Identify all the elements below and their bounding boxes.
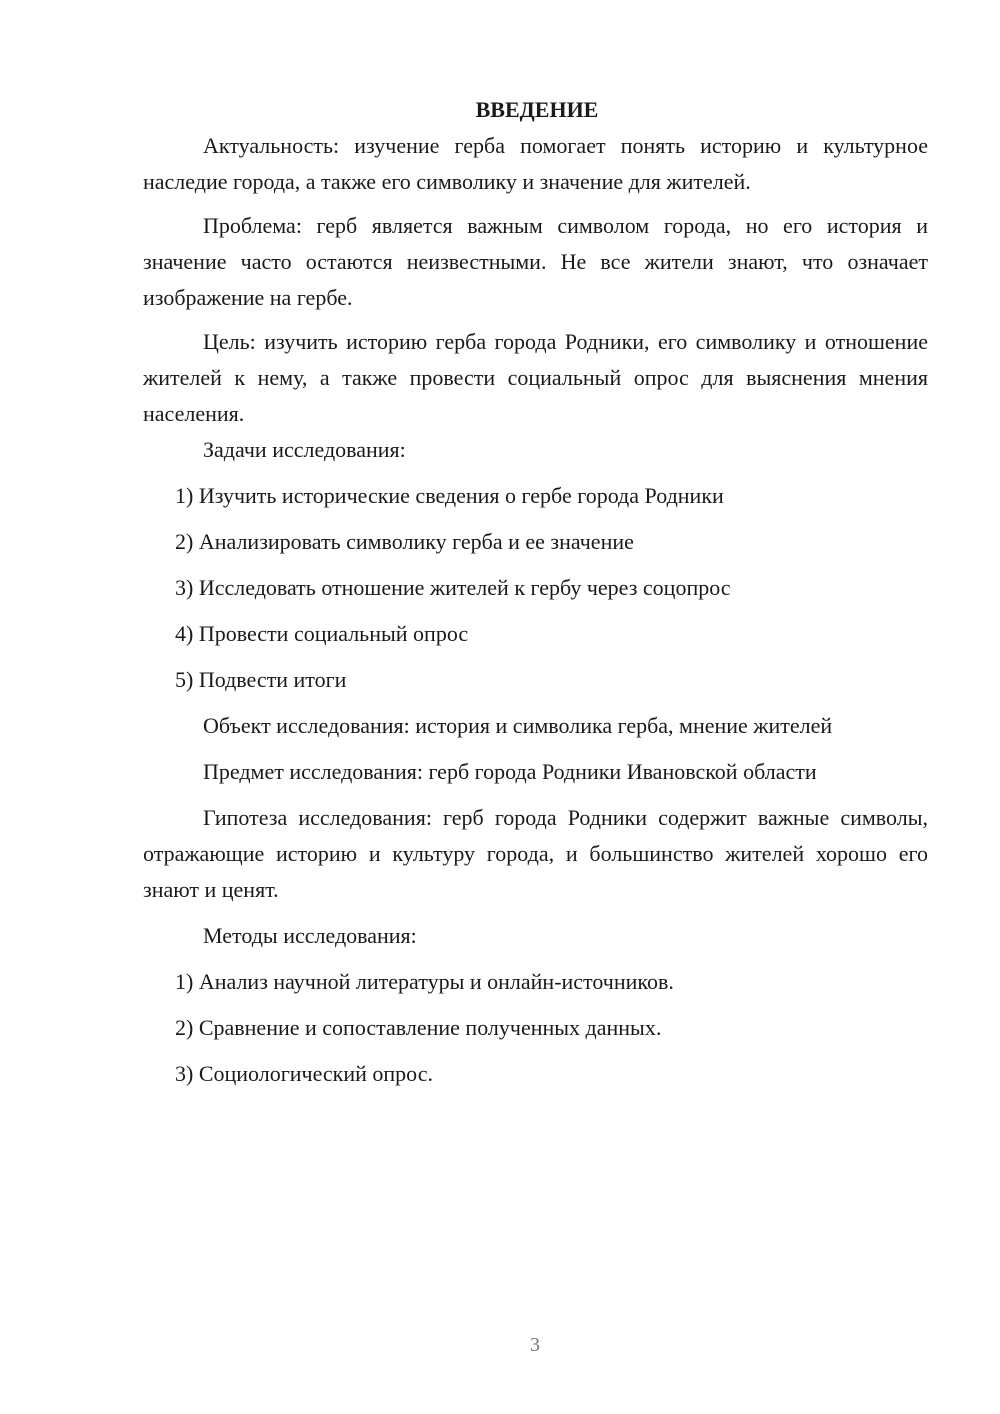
problem-paragraph: Проблема: герб является важным символом города, но его история и значение часто остаются неизвестными. Не все жители знают, что означает изображение на гербе. [143, 213, 928, 310]
page-content [143, 92, 928, 1092]
tasks-list [143, 478, 928, 698]
relevance-paragraph: Актуальность: изучение герба помогает понять историю и культурное наследие города, а также его символику и значение для жителей. [143, 133, 928, 194]
list-item: 2) Сравнение и сопоставление полученных данных. [175, 1015, 662, 1040]
methods-heading: Методы исследования: [203, 923, 417, 948]
research-object: Объект исследования: история и символика герба, мнение жителей [203, 713, 833, 738]
list-item: 3) Исследовать отношение жителей к гербу через соцопрос [175, 575, 731, 600]
page-title: ВВЕДЕНИЕ [475, 97, 599, 122]
methods-list [143, 964, 928, 1092]
list-item: 3) Социологический опрос. [175, 1061, 433, 1086]
research-subject: Предмет исследования: герб города Родники Ивановской области [203, 759, 817, 784]
hypothesis-paragraph: Гипотеза исследования: герб города Родники содержит важные символы, отражающие историю и культуру города, и большинство жителей хорошо его знают и ценят. [143, 805, 928, 902]
list-item: 1) Изучить исторические сведения о гербе города Родники [175, 483, 724, 508]
tasks-heading: Задачи исследования: [203, 437, 406, 462]
list-item: 1) Анализ научной литературы и онлайн-источников. [175, 969, 674, 994]
list-item: 2) Анализировать символику герба и ее значение [175, 529, 634, 554]
list-item: 4) Провести социальный опрос [175, 621, 469, 646]
goal-paragraph: Цель: изучить историю герба города Родники, его символику и отношение жителей к нему, а также провести социальный опрос для выяснения мнения населения. [143, 329, 928, 426]
list-item: 5) Подвести итоги [175, 667, 347, 692]
page-number: 3 [530, 1334, 540, 1356]
